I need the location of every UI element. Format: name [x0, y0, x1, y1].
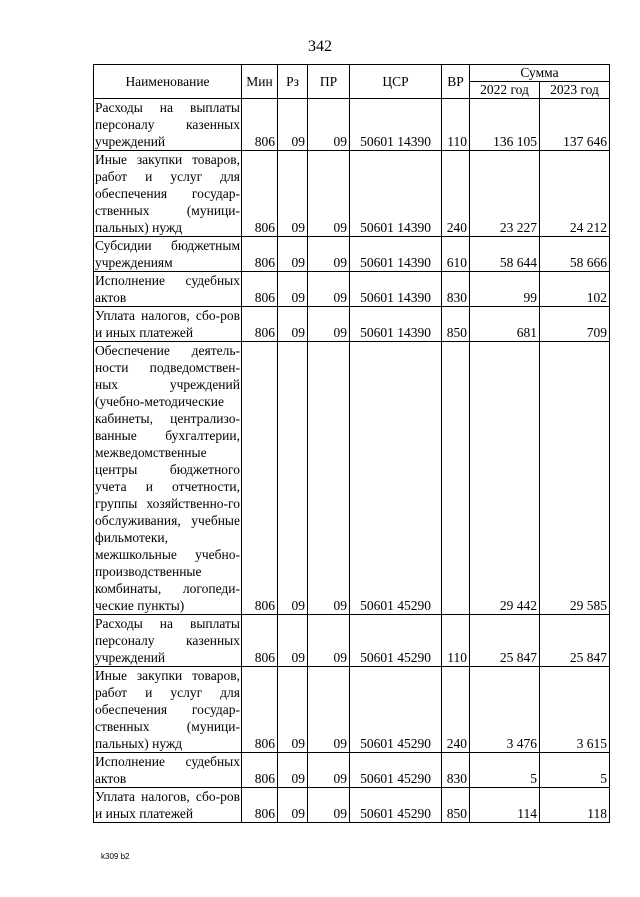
row-sum-2022: 3 476 [470, 667, 540, 753]
row-sum-2023: 29 585 [540, 342, 610, 615]
row-rz: 09 [278, 151, 308, 237]
row-vr: 850 [442, 307, 470, 342]
row-min: 806 [242, 753, 278, 788]
header-csr: ЦСР [350, 65, 442, 99]
row-sum-2023: 5 [540, 753, 610, 788]
row-rz: 09 [278, 667, 308, 753]
row-sum-2023: 58 666 [540, 237, 610, 272]
row-csr: 50601 14390 [350, 307, 442, 342]
row-sum-2023: 102 [540, 272, 610, 307]
row-rz: 09 [278, 753, 308, 788]
budget-table [93, 64, 610, 823]
table-row [94, 615, 610, 667]
row-name: Иные закупки товаров, работ и услуг для обеспечения государ-ственных (муници-пальных) нужд [95, 668, 240, 751]
row-csr: 50601 14390 [350, 237, 442, 272]
header-year-2023: 2023 год [540, 82, 610, 99]
row-csr: 50601 14390 [350, 151, 442, 237]
row-name: Расходы на выплаты персоналу казенных учреждений [95, 100, 240, 149]
row-sum-2023: 118 [540, 788, 610, 823]
row-csr: 50601 45290 [350, 788, 442, 823]
header-sum: Сумма [470, 65, 610, 82]
row-min: 806 [242, 237, 278, 272]
table-body [94, 99, 610, 823]
row-pr: 09 [308, 342, 350, 615]
row-min: 806 [242, 272, 278, 307]
row-min: 806 [242, 342, 278, 615]
row-sum-2023: 25 847 [540, 615, 610, 667]
row-vr: 110 [442, 615, 470, 667]
row-vr: 850 [442, 788, 470, 823]
row-csr: 50601 14390 [350, 272, 442, 307]
table-row [94, 667, 610, 753]
table-row [94, 788, 610, 823]
row-rz: 09 [278, 615, 308, 667]
row-pr: 09 [308, 237, 350, 272]
row-rz: 09 [278, 272, 308, 307]
header-pr: ПР [308, 65, 350, 99]
row-sum-2022: 99 [470, 272, 540, 307]
row-name: Расходы на выплаты персоналу казенных учреждений [95, 616, 240, 665]
row-name: Уплата налогов, сбо-ров и иных платежей [95, 308, 240, 340]
table-row [94, 151, 610, 237]
row-pr: 09 [308, 272, 350, 307]
row-min: 806 [242, 151, 278, 237]
table-row [94, 237, 610, 272]
row-min: 806 [242, 788, 278, 823]
table-row [94, 99, 610, 151]
row-sum-2022: 29 442 [470, 342, 540, 615]
row-vr: 830 [442, 753, 470, 788]
row-name: Обеспечение деятель-ности подведомствен-ных учреждений (учебно-методические кабинеты, централизо-ванные бухгалтерии, межведомственные центры бюджетного учета и отчетности, группы хозяйственно-го обслуживания, учебные фильмотеки, межшкольные учебно-производственные комбинаты, логопеди-ческие пункты) [95, 343, 240, 613]
header-year-2022: 2022 год [470, 82, 540, 99]
row-name: Исполнение судебных актов [95, 273, 240, 305]
row-rz: 09 [278, 237, 308, 272]
row-sum-2022: 681 [470, 307, 540, 342]
row-sum-2022: 114 [470, 788, 540, 823]
row-csr: 50601 45290 [350, 342, 442, 615]
row-pr: 09 [308, 151, 350, 237]
row-sum-2022: 25 847 [470, 615, 540, 667]
row-name: Уплата налогов, сбо-ров и иных платежей [95, 789, 240, 821]
footer-code: k309 b2 [101, 852, 130, 861]
row-sum-2022: 23 227 [470, 151, 540, 237]
row-csr: 50601 45290 [350, 753, 442, 788]
row-min: 806 [242, 307, 278, 342]
row-rz: 09 [278, 788, 308, 823]
row-sum-2023: 137 646 [540, 99, 610, 151]
row-csr: 50601 14390 [350, 99, 442, 151]
row-vr: 240 [442, 151, 470, 237]
row-rz: 09 [278, 342, 308, 615]
row-pr: 09 [308, 307, 350, 342]
row-vr: 110 [442, 99, 470, 151]
row-pr: 09 [308, 753, 350, 788]
table-row [94, 753, 610, 788]
header-name: Наименование [94, 65, 242, 99]
row-csr: 50601 45290 [350, 615, 442, 667]
page-number: 342 [308, 38, 332, 55]
row-pr: 09 [308, 615, 350, 667]
table-row [94, 272, 610, 307]
row-vr: 610 [442, 237, 470, 272]
row-vr [442, 342, 470, 615]
row-rz: 09 [278, 99, 308, 151]
row-sum-2022: 5 [470, 753, 540, 788]
table-row [94, 342, 610, 615]
table-row [94, 307, 610, 342]
row-sum-2023: 24 212 [540, 151, 610, 237]
row-sum-2023: 709 [540, 307, 610, 342]
row-pr: 09 [308, 99, 350, 151]
row-min: 806 [242, 615, 278, 667]
row-sum-2023: 3 615 [540, 667, 610, 753]
row-min: 806 [242, 667, 278, 753]
row-pr: 09 [308, 667, 350, 753]
header-vr: ВР [442, 65, 470, 99]
row-sum-2022: 58 644 [470, 237, 540, 272]
row-rz: 09 [278, 307, 308, 342]
row-name: Иные закупки товаров, работ и услуг для обеспечения государ-ственных (муници-пальных) нужд [95, 152, 240, 235]
row-vr: 240 [442, 667, 470, 753]
row-sum-2022: 136 105 [470, 99, 540, 151]
row-name: Исполнение судебных актов [95, 754, 240, 786]
row-pr: 09 [308, 788, 350, 823]
header-rz: Рз [278, 65, 308, 99]
row-min: 806 [242, 99, 278, 151]
header-min: Мин [242, 65, 278, 99]
row-csr: 50601 45290 [350, 667, 442, 753]
row-name: Субсидии бюджетным учреждениям [95, 238, 240, 270]
row-vr: 830 [442, 272, 470, 307]
